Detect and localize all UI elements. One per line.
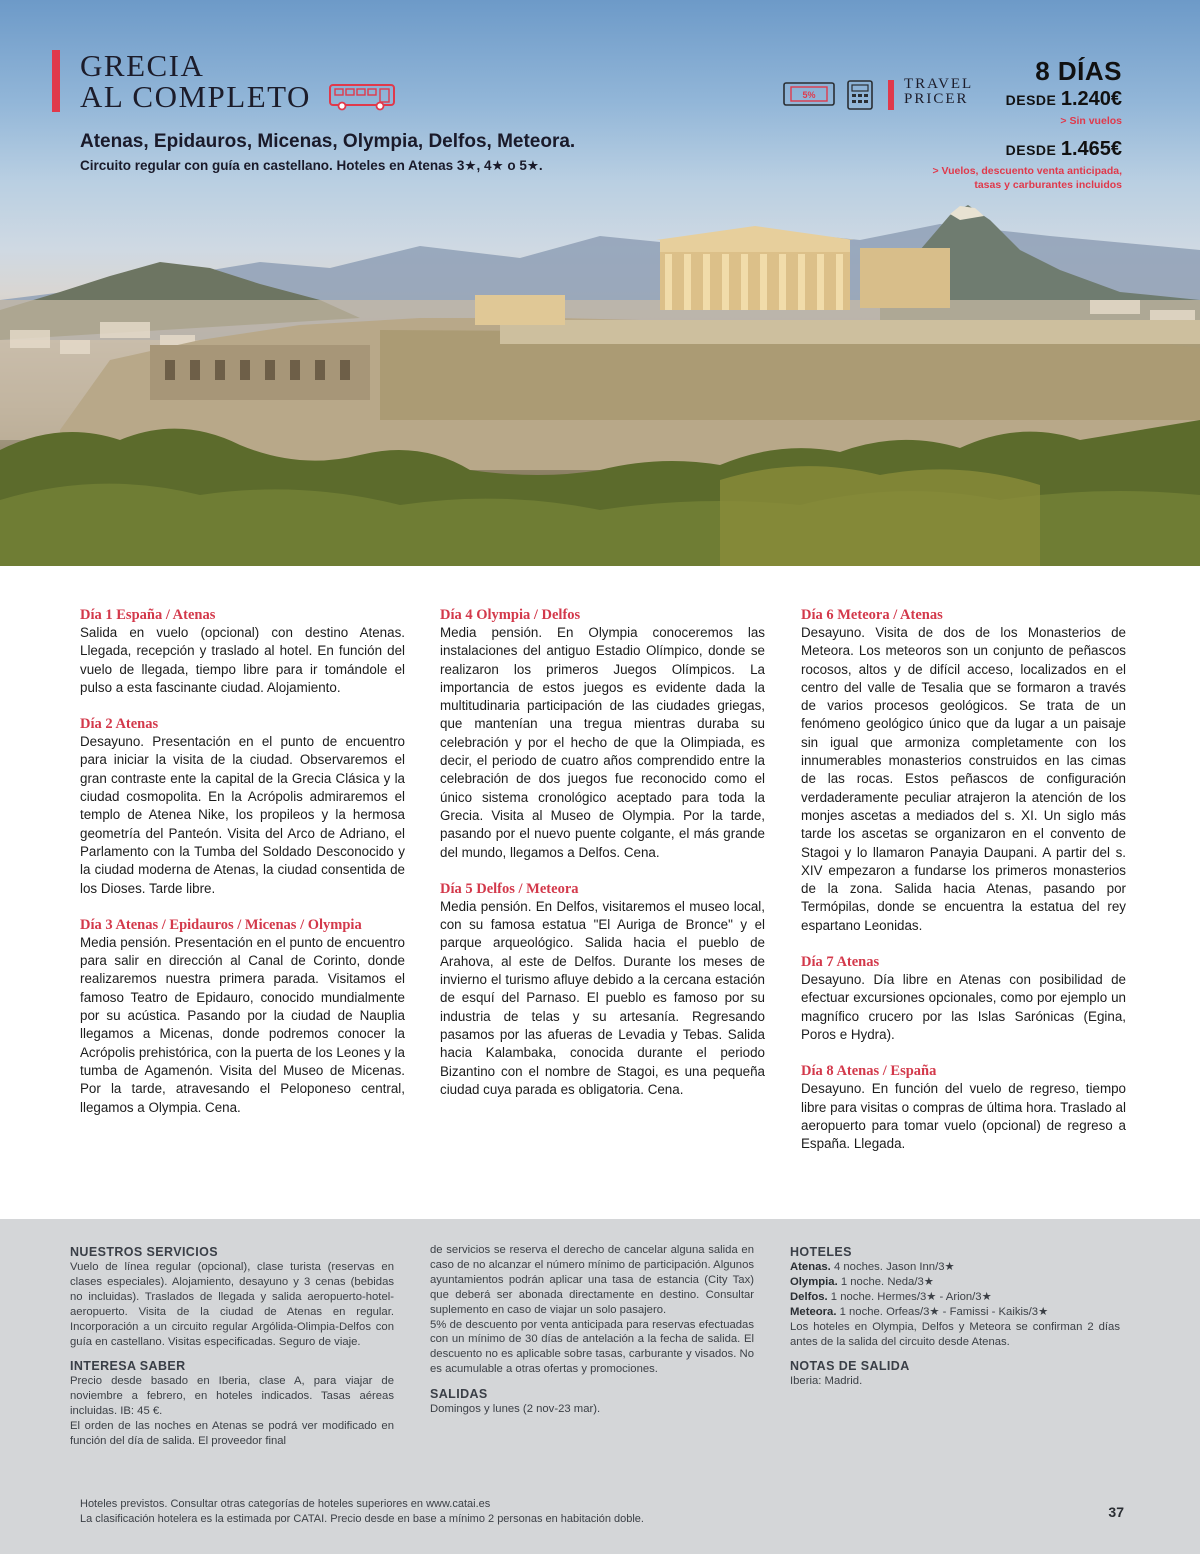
info-column-1	[70, 1245, 394, 1449]
bus-icon	[328, 82, 398, 112]
notas-text: Iberia: Madrid.	[790, 1375, 863, 1388]
itinerary-day	[801, 606, 1126, 935]
day-title: Día 3 Atenas / Epidauros / Micenas / Olympia	[80, 916, 362, 933]
title-line-2: AL COMPLETO	[80, 79, 311, 114]
salidas-text: Domingos y lunes (2 nov-23 mar).	[430, 1403, 601, 1416]
interesa-text-2: El orden de las noches en Atenas se podrá ver modificado en función del día de salida. El proveedor final	[70, 1420, 394, 1448]
ticket-discount-icon	[783, 82, 835, 106]
hoteles-heading: HOTELES	[790, 1245, 852, 1259]
day-text: Salida en vuelo (opcional) con destino Atenas. Llegada, recepción y traslado al hotel. En función del vuelo de llegada, tiempo libre para ir tomándole el pulso a esta fascinante ciudad. Alojamiento.	[80, 625, 405, 695]
duration-days: 8 DÍAS	[1035, 56, 1122, 86]
price1-note: > Sin vuelos	[1060, 115, 1122, 127]
itinerary-day	[80, 715, 405, 898]
price-with-flights	[862, 136, 1122, 164]
hotel-city: Olympia.	[790, 1275, 838, 1288]
tour-description: Circuito regular con guía en castellano. Hoteles en Atenas 3★, 4★ o 5★.	[80, 158, 543, 173]
itinerary-day	[801, 953, 1126, 1044]
conditions-text-1: de servicios se reserva el derecho de cancelar alguna salida en caso de no alcanzar el número mínimo de participación. Algunos ayuntamientos podrán aplicar una tasa de estancia (City Tax) que deberá ser abonada directamente en destino. Consultar suplemento en caso de viajar un solo pasajero.	[430, 1244, 754, 1316]
day-text: Media pensión. En Delfos, visitaremos el museo local, con su famosa estatua "El Auriga de Bronce" y el parque arqueológico. Salida hacia el pueblo de Arahova, al este de Delfos. Durante los meses de invierno el turismo afluye debido a la cercana estación de esquí del Parnaso. El pueblo es famoso por su industria de telas y su artesanía. Regresando pasamos por las afueras de Levadia y Tebas. Salida hacia Kalambaka, conocida durante el periodo Bizantino con el nombre de Stagoi, es una pequeña ciudad cuya parada es obligatoria. Cena.	[440, 898, 765, 1097]
title-line-1: GRECIA	[80, 48, 205, 83]
day-text: Desayuno. Presentación en el punto de encuentro para iniciar la visita de la ciudad. Observaremos el gran contraste ente la capital de la Grecia Clásica y la ciudad cosmopolita. En la Acrópolis admiraremos el templo de Atenea Nike, los propileos y la hermosa geometría del Panteón. Visita del Arco de Adriano, el Parlamento con la Tumba del Soldado Desconocido y la ciudad moderna de Atenas, la ciudad consentida de los Dioses. Tarde libre.	[80, 734, 405, 896]
salidas-heading: SALIDAS	[430, 1387, 488, 1402]
info-column-2	[430, 1243, 754, 1417]
hotel-city: Atenas.	[790, 1261, 831, 1273]
price2-amount: 1.465€	[1060, 138, 1122, 160]
ticket-discount-label: 5%	[802, 90, 816, 100]
day-title: Día 2 Atenas	[80, 716, 159, 733]
itinerary-column-2	[440, 606, 765, 1117]
itinerary-day	[801, 1062, 1126, 1153]
itinerary-column-1	[80, 606, 405, 1135]
price-block	[862, 56, 1122, 192]
hotel-detail: 1 noche. Hermes/3★ - Arion/3★	[827, 1290, 992, 1303]
price2-note-line1: > Vuelos, descuento venta anticipada,	[932, 165, 1122, 177]
day-text: Media pensión. En Olympia conoceremos las instalaciones del antiguo Estadio Olímpico, donde se realizaron los primeros Juegos Olímpicos. La importancia de estos juegos es evidente dada la multitudinaria participación de las ciudades griegas, que mantenían una tregua mientras duraba su celebración y por el hecho de que la Olimpiada, es decir, el periodo de cuatro años comprendido entre la celebración de dos juegos fue reconocido como el único sistema cronológico aceptado para toda la Grecia. Visita al Museo de Olympia. Por la tarde, pasando por el nuevo puente colgante, el más grande del mundo, llegamos a Delfos. Cena.	[440, 625, 765, 860]
hotel-row	[790, 1260, 1120, 1275]
price1-amount: 1.240€	[1060, 88, 1122, 110]
price1-prefix: DESDE	[1005, 92, 1057, 108]
services-info-box	[0, 1219, 1200, 1554]
page-title	[80, 50, 311, 112]
day-title: Día 1 España / Atenas	[80, 607, 216, 623]
notas-heading: NOTAS DE SALIDA	[790, 1359, 910, 1374]
day-title: Día 6 Meteora / Atenas	[801, 607, 943, 623]
servicios-text: Vuelo de línea regular (opcional), clase turista (reservas en clases especiales). Alojamiento, desayuno y 3 cenas (bebidas no incluidas). Traslados de llegada y salida aeropuerto-hotel-aeropuerto. Visita de la ciudad de Atenas en regular. Incorporación a un circuito regular Argólida-Olimpia-Delfos con guía en castellano. Visitas especificadas. Seguro de viaje.	[70, 1261, 394, 1348]
footer-line-1: Hoteles previstos. Consultar otras categorías de hoteles superiores en www.catai.es	[80, 1498, 491, 1510]
day-text: Desayuno. Visita de dos de los Monasterios de Meteora. Los meteoros son un conjunto de peñascos rocosos, altos y de difícil acceso, localizados en el centro del valle de Tesalia que se formaron a través de varios procesos geológicos. Se trata de un fenómeno geológico único que da lugar a un paisaje sin igual que armoniza completamente con los innumerables monasterios construidos en las cimas de las rocas. Estos peñascos de configuración verdaderamente peculiar atrajeron la atención de los monjes ascetas a mediados del s. XI. Un siglo más tarde los ascetas se organizaron en el convento de Stagoi y lo llamaron Panayia Daupani. A partir del s. XIV empezaron a fundarse los primeros monasterios de la zona. Salida hacia Atenas, pasando por Termópilas, donde se encuentra la estatua del rey espartano Leonidas.	[801, 625, 1126, 933]
day-title: Día 7 Atenas	[801, 954, 880, 971]
itinerary-day	[440, 880, 765, 1099]
hotel-detail: 4 noches. Jason Inn/3★	[830, 1261, 955, 1273]
itinerary-day	[80, 606, 405, 697]
itinerary-day	[440, 606, 765, 862]
interesa-heading: INTERESA SABER	[70, 1359, 186, 1374]
hoteles-note: Los hoteles en Olympia, Delfos y Meteora se confirman 2 días antes de la salida del circuito desde Atenas.	[790, 1320, 1120, 1348]
hotel-detail: 1 noche. Neda/3★	[837, 1275, 934, 1288]
footer-notes	[80, 1497, 644, 1527]
hotel-row	[790, 1275, 1120, 1290]
hero-photo	[0, 0, 1200, 566]
price-without-flights	[862, 86, 1122, 114]
price2-note-line2: tasas y carburantes incluidos	[974, 179, 1122, 191]
conditions-text-2: 5% de descuento por venta anticipada para reservas efectuadas con un mínimo de 30 días de antelación a la fecha de salida. El descuento no es aplicable sobre tasas, carburante y visados. No es acumulable a otras ofertas y promociones.	[430, 1318, 754, 1376]
hotel-row	[790, 1305, 1120, 1320]
price2-prefix: DESDE	[1005, 142, 1057, 158]
tour-destinations: Atenas, Epidauros, Micenas, Olympia, Delfos, Meteora.	[80, 131, 576, 152]
interesa-text-1: Precio desde basado en Iberia, clase A, para viajar de noviembre a febrero, en hoteles indicados. Tasas aéreas incluidas. IB: 45 €.	[70, 1375, 394, 1418]
title-accent-bar	[52, 50, 60, 112]
footer-line-2: La clasificación hotelera es la estimada por CATAI. Precio desde en base a mínimo 2 personas en habitación doble.	[80, 1513, 644, 1525]
hotel-city: Meteora.	[790, 1305, 837, 1318]
page-number: 37	[1108, 1504, 1124, 1520]
itinerary-column-3	[801, 606, 1126, 1171]
day-title: Día 4 Olympia / Delfos	[440, 607, 581, 623]
day-title: Día 8 Atenas / España	[801, 1063, 937, 1080]
hotel-row	[790, 1290, 1120, 1305]
travel-pricer-line1: TRAVEL	[904, 76, 974, 92]
day-text: Desayuno. En función del vuelo de regreso, tiempo libre para visitas o compras de última hora. Traslado al aeropuerto para tomar vuelo (opcional) de regreso a España. Llegada.	[801, 1081, 1126, 1152]
day-text: Media pensión. Presentación en el punto de encuentro para salir en dirección al Canal de Corinto, donde realizaremos nuestra primera parada. Visitamos el famoso Teatro de Epidauro, conocido mundialmente por su acústica. Pasando por la ciudad de Nauplia llegamos a Micenas, donde podremos conocer la Acrópolis prehistórica, con la puerta de los Leones y la tumba de Agamenón. Visita del Museo de Micenas. Por la tarde, atravesando el Peloponeso central, llegamos a Olympia. Cena.	[80, 934, 405, 1115]
day-title: Día 5 Delfos / Meteora	[440, 880, 579, 897]
hotel-detail: 1 noche. Orfeas/3★ - Famissi - Kaikis/3★	[836, 1305, 1049, 1318]
info-column-3	[790, 1245, 1120, 1389]
travel-pricer-line2: PRICER	[904, 91, 969, 107]
hotel-city: Delfos.	[790, 1290, 828, 1303]
servicios-heading: NUESTROS SERVICIOS	[70, 1245, 218, 1259]
itinerary-day	[80, 916, 405, 1117]
day-text: Desayuno. Día libre en Atenas con posibilidad de efectuar excursiones opcionales, como por ejemplo un magnífico crucero por las Islas Sarónicas (Egina, Poros e Hydra).	[801, 972, 1126, 1042]
